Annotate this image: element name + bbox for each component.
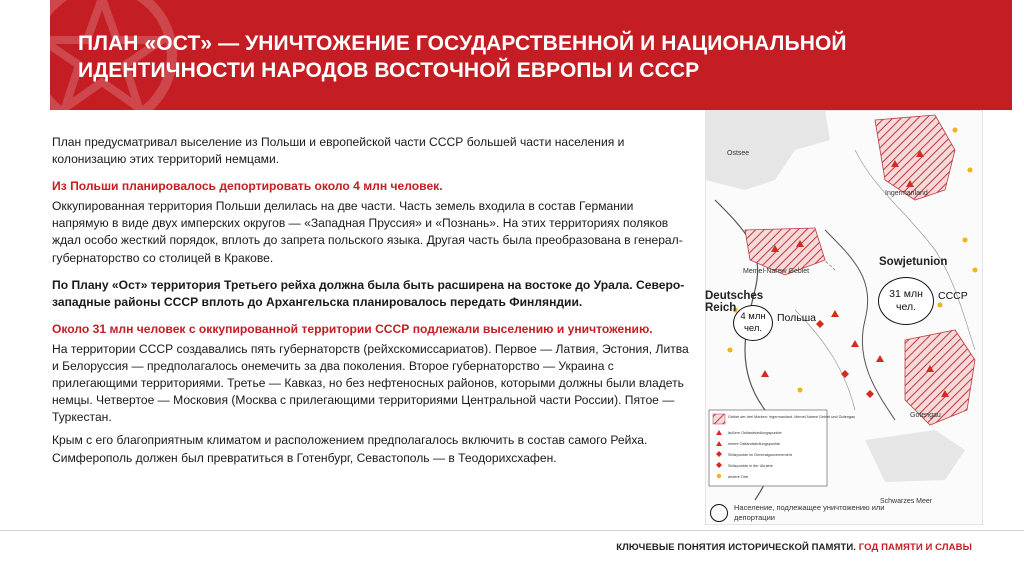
map-label-schwarzes-meer: Schwarzes Meer: [880, 498, 933, 505]
ussr-paragraph: На территории СССР создавались пять губернаторств (рейхскомиссариатов). Первое — Латвия, Эстония, Литва и Белоруссия — предполагалось онемечить за два поколения. Второе губернаторство — Украина с прилегающими территориями. Третье — Кавказ, но без нефтеносных районов, которыми должны были владеть немцы. Четвертое — Московия (Москва с прилегающими территориями Центральной части России). Пятое — Туркестан.: [52, 341, 689, 425]
reich-expansion-paragraph: По Плану «Ост» территория Третьего рейха должна была быть расширена на востоке до Урала. Северо-западные районы СССР вплоть до Архангельска планировалось передать Финляндии.: [52, 277, 685, 309]
map-legend: [710, 502, 910, 526]
page-title: [78, 30, 938, 84]
footer-divider: [0, 530, 1024, 531]
footer-accent: ГОД ПАМЯТИ И СЛАВЫ: [858, 542, 972, 553]
poland-population-bubble: [733, 305, 773, 341]
ussr-bubble-line-1: 31 млн: [889, 288, 923, 300]
legend-hatch-swatch: [713, 414, 725, 424]
poland-headline: Из Польши планировалось депортировать около 4 млн человек.: [52, 179, 443, 194]
place-dot: [963, 238, 968, 243]
map-label-gotengau: Gotengau: [910, 412, 941, 419]
ussr-bubble-line-2: чел.: [895, 301, 916, 313]
crimea-paragraph: Крым с его благоприятным климатом и расположением предполагалось включить в состав самого Рейха. Симферополь должен был превратиться в Готенбург, Севастополь — в Теодорихсхафен.: [52, 433, 648, 465]
inner-legend-text: äußere Ostlandsiedlungspunkte: [728, 431, 782, 435]
ussr-population-bubble: [878, 277, 934, 325]
place-dot: [938, 303, 943, 308]
inner-legend-text: innere Ostlandsiedlungspunkte: [728, 442, 781, 446]
map-label-polska: Польша: [777, 312, 817, 324]
map-label-memel-narew: Memel-Narew Gebiet: [743, 268, 810, 275]
ussr-headline: Около 31 млн человек с оккупированной территории СССР подлежали выселению и уничтожению.: [52, 321, 653, 336]
inner-legend-text: andere Orte: [728, 475, 749, 479]
place-dot: [953, 128, 958, 133]
poland-paragraph: Оккупированная территория Польши делилась на две части. Часть земель входила в состав Германии напрямую в виде двух имперских округов — «Западная Пруссия» и «Познань». На этих территориях поляков ждал особо жесткий порядок, вплоть до запрета польского языка. Другая часть была преобразована в генерал-губернаторство со столицей в Кракове.: [52, 199, 683, 265]
legend-text: Население, подлежащее уничтожению или депортации: [734, 503, 885, 522]
place-dot: [968, 168, 973, 173]
gotengau-area: [905, 330, 975, 425]
poland-bubble-line-1: 4 млн: [740, 311, 766, 322]
header-banner: [50, 0, 1012, 110]
legend-circle-icon: [710, 504, 728, 522]
poland-bubble-line-2: чел.: [743, 323, 763, 334]
place-dot: [973, 268, 978, 273]
intro-paragraph: План предусматривал выселение из Польши и европейской части СССР большей части населения и колонизацию этих территорий немцами.: [52, 135, 625, 167]
map-label-sssr: СССР: [938, 290, 968, 302]
article-body: [52, 134, 692, 477]
inner-legend-box: [709, 410, 827, 486]
map-label-deutsches: Deutsches: [705, 290, 764, 302]
page-title-line-2: ИДЕНТИЧНОСТИ НАРОДОВ ВОСТОЧНОЙ ЕВРОПЫ И СССР: [78, 59, 700, 82]
map-label-reich: Reich: [705, 302, 737, 314]
historical-map: [705, 110, 983, 525]
place-dot: [728, 348, 733, 353]
map-label-sowjetunion: Sowjetunion: [879, 256, 948, 268]
inner-legend-text: Stützpunkte im Generalgouvernement: [728, 453, 792, 457]
footer-prefix: КЛЮЧЕВЫЕ ПОНЯТИЯ ИСТОРИЧЕСКОЙ ПАМЯТИ.: [616, 542, 857, 553]
map-label-ingermanland: Ingermanland: [885, 190, 928, 197]
inner-legend-text: Stützpunkte in der Ukraine: [728, 464, 773, 468]
place-dot: [798, 388, 803, 393]
footer: [616, 542, 972, 553]
legend-dot: [717, 474, 721, 478]
inner-legend-text: Gebiet der drei Marken: Ingermanland, Memel-Narew Gebiet und Gotengau: [728, 415, 856, 419]
page-title-line-1: ПЛАН «ОСТ» — УНИЧТОЖЕНИЕ ГОСУДАРСТВЕННОЙ И НАЦИОНАЛЬНОЙ: [78, 32, 847, 55]
map-label-ostsee: Ostsee: [727, 150, 750, 157]
